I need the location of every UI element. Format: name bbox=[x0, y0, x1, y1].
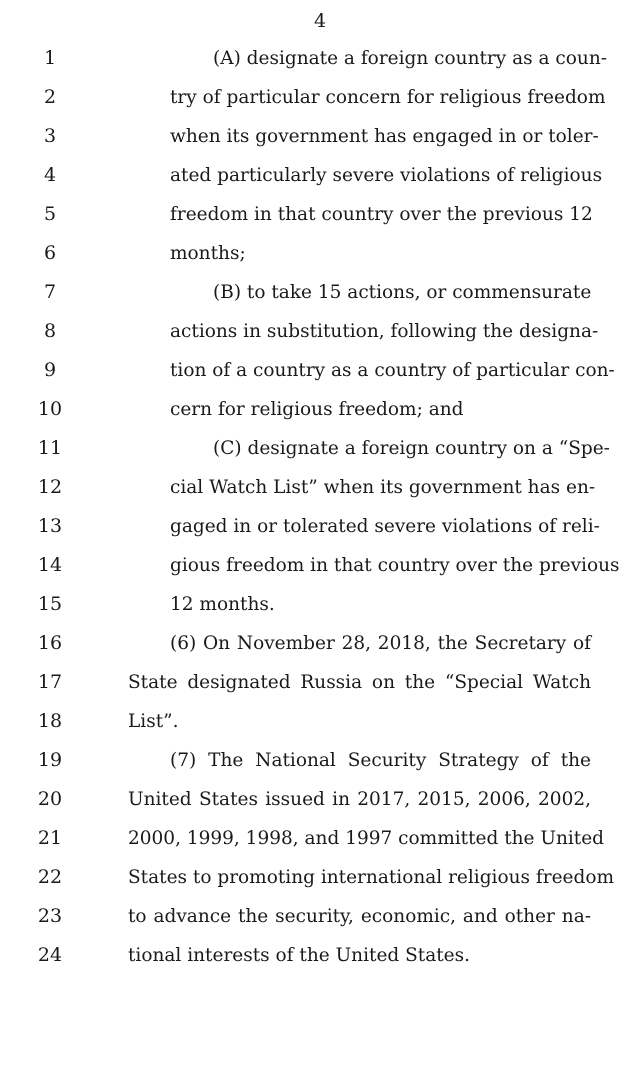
line-number: 22 bbox=[37, 866, 63, 888]
text-line: States to promoting international religious freedom bbox=[128, 867, 614, 888]
text-line: to advance the security, economic, and other na- bbox=[128, 906, 591, 927]
text-line: when its government has engaged in or toler- bbox=[170, 126, 599, 147]
text-line: actions in substitution, following the designa- bbox=[170, 321, 599, 342]
line-number: 3 bbox=[43, 125, 57, 147]
text-line: State designated Russia on the “Special Watch bbox=[128, 672, 591, 693]
line-number: 6 bbox=[43, 242, 57, 264]
line-number: 10 bbox=[37, 398, 63, 420]
line-number: 13 bbox=[37, 515, 63, 537]
text-line: (7) The National Security Strategy of the bbox=[170, 750, 591, 771]
text-line: United States issued in 2017, 2015, 2006, 2002, bbox=[128, 789, 591, 810]
line-number: 20 bbox=[37, 788, 63, 810]
line-number: 2 bbox=[43, 86, 57, 108]
text-line: months; bbox=[170, 243, 246, 264]
line-number: 18 bbox=[37, 710, 63, 732]
line-number: 23 bbox=[37, 905, 63, 927]
text-line: ated particularly severe violations of religious bbox=[170, 165, 603, 186]
text-line: tional interests of the United States. bbox=[128, 945, 471, 966]
line-number: 4 bbox=[43, 164, 57, 186]
line-number: 11 bbox=[37, 437, 63, 459]
text-line: (C) designate a foreign country on a “Spe- bbox=[213, 438, 610, 459]
line-number: 15 bbox=[37, 593, 63, 615]
text-line: cial Watch List” when its government has en- bbox=[170, 477, 596, 498]
line-number: 12 bbox=[37, 476, 63, 498]
text-line: 12 months. bbox=[170, 594, 275, 615]
line-number: 5 bbox=[43, 203, 57, 225]
text-line: (B) to take 15 actions, or commensurate bbox=[213, 282, 592, 303]
text-line: tion of a country as a country of particular con- bbox=[170, 360, 615, 381]
line-number: 8 bbox=[43, 320, 57, 342]
text-line: 2000, 1999, 1998, and 1997 committed the United bbox=[128, 828, 605, 849]
text-line: gaged in or tolerated severe violations of reli- bbox=[170, 516, 600, 537]
line-number: 19 bbox=[37, 749, 63, 771]
text-line: freedom in that country over the previous 12 bbox=[170, 204, 593, 225]
text-line: gious freedom in that country over the previous bbox=[170, 555, 620, 576]
line-number: 17 bbox=[37, 671, 63, 693]
line-number: 21 bbox=[37, 827, 63, 849]
text-line: (A) designate a foreign country as a coun- bbox=[213, 48, 608, 69]
text-line: cern for religious freedom; and bbox=[170, 399, 464, 420]
line-number: 7 bbox=[43, 281, 57, 303]
text-line: List”. bbox=[128, 711, 179, 732]
page-number: 4 bbox=[313, 10, 327, 32]
line-number: 9 bbox=[43, 359, 57, 381]
text-line: (6) On November 28, 2018, the Secretary of bbox=[170, 633, 591, 654]
line-number: 24 bbox=[37, 944, 63, 966]
line-number: 14 bbox=[37, 554, 63, 576]
line-number: 1 bbox=[43, 47, 57, 69]
line-number: 16 bbox=[37, 632, 63, 654]
text-line: try of particular concern for religious freedom bbox=[170, 87, 606, 108]
